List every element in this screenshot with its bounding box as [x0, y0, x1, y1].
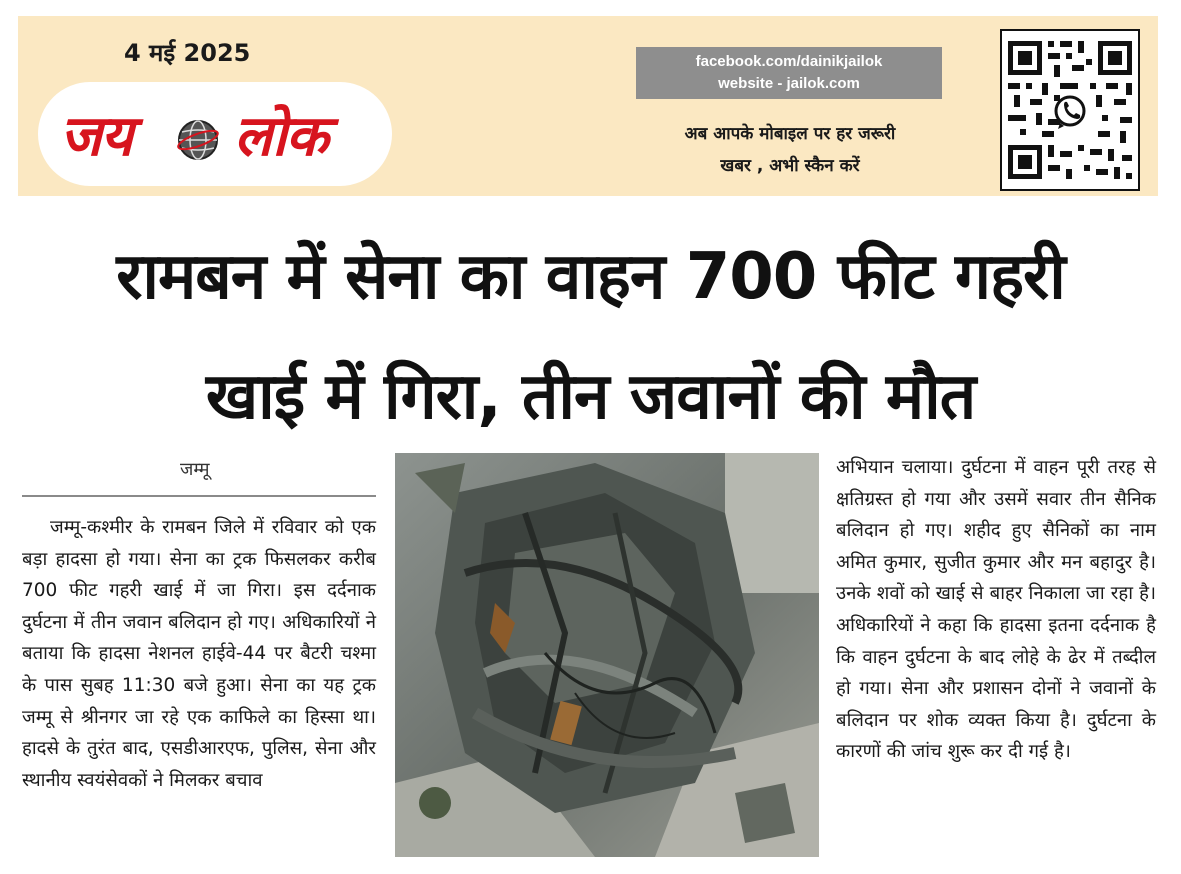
website-link[interactable]: website - jailok.com	[718, 75, 860, 92]
article-body-right: अभियान चलाया। दुर्घटना में वाहन पूरी तरह से क्षतिग्रस्त हो गया और उसमें सवार तीन सैनिक बलिदान हो गए। शहीद हुए सैनिकों का नाम अमित कुमार, सुजीत कुमार और मन बहादुर है। उनके शवों को खाई से बाहर निकाला जा रहा है। अधिकारियों ने कहा कि हादसा इतना दर्दनाक है कि वाहन दुर्घटना के बाद लोहे के ढेर में तब्दील हो गया। सेना और प्रशासन दोनों ने जवानों के बलिदान पर शोक व्यक्त किया है। दुर्घटना के कारणों की जांच शुरू कर दी गई है।	[836, 457, 1156, 763]
article-body-left: जम्मू-कश्मीर के रामबन जिले में रविवार को एक बड़ा हादसा हो गया। सेना का ट्रक फिसलकर करीब 700 फीट गहरी खाई में जा गिरा। इस दर्दनाक दुर्घटना में तीन जवान बलिदान हो गए। अधिकारियों ने बताया कि हादसा नेशनल हाईवे-44 पर बैटरी चश्मा के पास सुबह 11:30 बजे हुआ। सेना का यह ट्रक जम्मू से श्रीनगर जा रहे एक काफिले का हिस्सा था। हादसे के तुरंत बाद, एसडीआरएफ, पुलिस, सेना और स्थानीय स्वयंसेवकों ने मिलकर बचाव	[22, 517, 376, 791]
accident-photo	[395, 453, 819, 857]
headline-line-1: रामबन में सेना का वाहन 700 फीट गहरी	[116, 240, 1065, 314]
tagline-line-2: खबर , अभी स्कैन करें	[720, 156, 860, 176]
logo-word-lok: लोक	[234, 104, 328, 169]
dateline: जम्मू	[180, 459, 210, 480]
whatsapp-icon	[1056, 97, 1084, 129]
logo-word-jay: जय	[60, 104, 133, 169]
dateline-divider	[22, 495, 376, 497]
logo	[38, 82, 392, 186]
issue-date: 4 मई 2025	[124, 39, 251, 67]
qr-code-graphic	[1002, 31, 1138, 189]
wreckage-image	[395, 453, 819, 857]
globe-icon	[176, 118, 220, 162]
headline-line-2: खाई में गिरा, तीन जवानों की मौत	[205, 360, 976, 434]
qr-code[interactable]	[1000, 29, 1140, 191]
scan-tagline	[640, 118, 940, 182]
tagline-line-1: अब आपके मोबाइल पर हर जरूरी	[684, 124, 896, 144]
facebook-link[interactable]: facebook.com/dainikjailok	[695, 53, 883, 70]
social-links-box	[636, 47, 942, 99]
